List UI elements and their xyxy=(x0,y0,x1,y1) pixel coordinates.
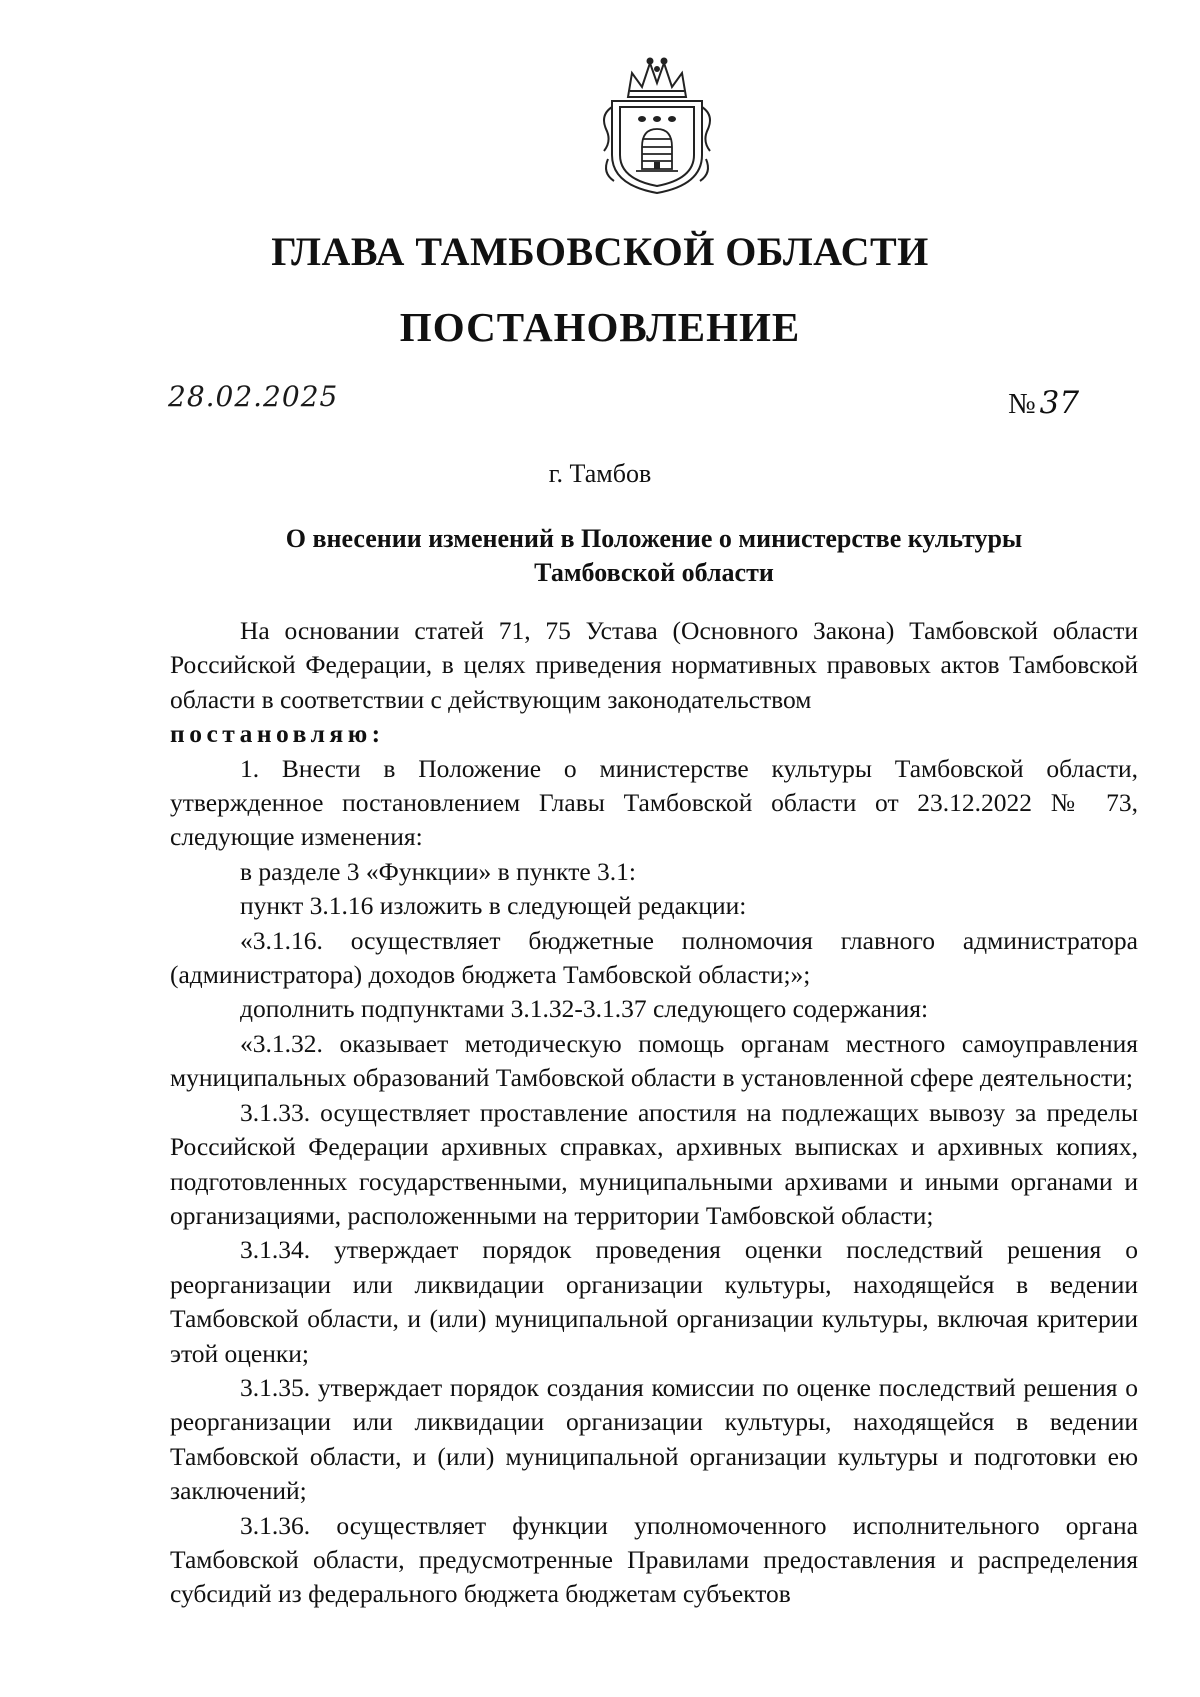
paragraph-6: «3.1.32. оказывает методическую помощь органам местного самоуправления муниципальных образований Тамбовской области в установленной сфере деятельности; xyxy=(170,1028,1138,1093)
document-type: ПОСТАНОВЛЕНИЕ xyxy=(399,304,801,350)
number-value: 37 xyxy=(1039,385,1080,421)
document-number xyxy=(1008,385,1079,421)
place-of-issue: г. Тамбов xyxy=(548,459,652,488)
paragraph-5: дополнить подпунктами 3.1.32-3.1.37 следующего содержания: xyxy=(240,994,929,1024)
issuing-authority: ГЛАВА ТАМБОВСКОЙ ОБЛАСТИ xyxy=(271,229,929,274)
preamble-paragraph xyxy=(170,614,1138,717)
document-body xyxy=(170,614,1138,1612)
paragraph-3: пункт 3.1.16 изложить в следующей редакции: xyxy=(240,891,747,921)
title-line-1: О внесении изменений в Положение о министерстве культуры xyxy=(285,524,1023,553)
paragraph-10: 3.1.36. осуществляет функции уполномоченного исполнительного органа Тамбовской области, предусмотренные Правилами предоставления и распределения субсидий из федерального бюджета бюджетам субъектов xyxy=(170,1510,1138,1609)
paragraph-1: 1. Внести в Положение о министерстве культуры Тамбовской области, утвержденное постановлением Главы Тамбовской области от 23.12.2022 № 73, следующие изменения: xyxy=(170,753,1138,852)
decree-word: постановляю: xyxy=(170,719,385,749)
paragraph-8: 3.1.34. утверждает порядок проведения оценки последствий решения о реорганизации или ликвидации организации культуры, находящейся в ведении Тамбовской области, и (или) муниципальной организации культуры, включая критерии этой оценки; xyxy=(170,1235,1138,1368)
paragraph-2: в разделе 3 «Функции» в пункте 3.1: xyxy=(240,856,636,886)
tambov-coat-of-arms-icon xyxy=(598,55,716,197)
document-title xyxy=(170,522,1138,590)
title-line-2: Тамбовской области xyxy=(534,558,774,587)
number-prefix: № xyxy=(1008,388,1036,420)
paragraph-4: «3.1.16. осуществляет бюджетные полномочия главного администратора (администратора) доходов бюджета Тамбовской области;»; xyxy=(170,925,1138,990)
preamble-text: На основании статей 71, 75 Устава (Основного Закона) Тамбовской области Российской Федерации, в целях приведения нормативных правовых актов Тамбовской области в соответствии с действующим законодательством xyxy=(170,616,1138,714)
decree-paragraph xyxy=(170,717,1138,751)
document-date: 28.02.2025 xyxy=(168,380,339,413)
paragraph-7: 3.1.33. осуществляет проставление апостиля на подлежащих вывозу за пределы Российской Федерации архивных справках, архивных выписках и архивных копиях, подготовленных государственными, муниципальными архивами и иными органами и организациями, расположенными на территории Тамбовской области; xyxy=(170,1097,1138,1230)
paragraph-9: 3.1.35. утверждает порядок создания комиссии по оценке последствий решения о реорганизации или ликвидации организации культуры, находящейся в ведении Тамбовской области, и (или) муниципальной организации культуры и подготовки ею заключений; xyxy=(170,1372,1138,1506)
